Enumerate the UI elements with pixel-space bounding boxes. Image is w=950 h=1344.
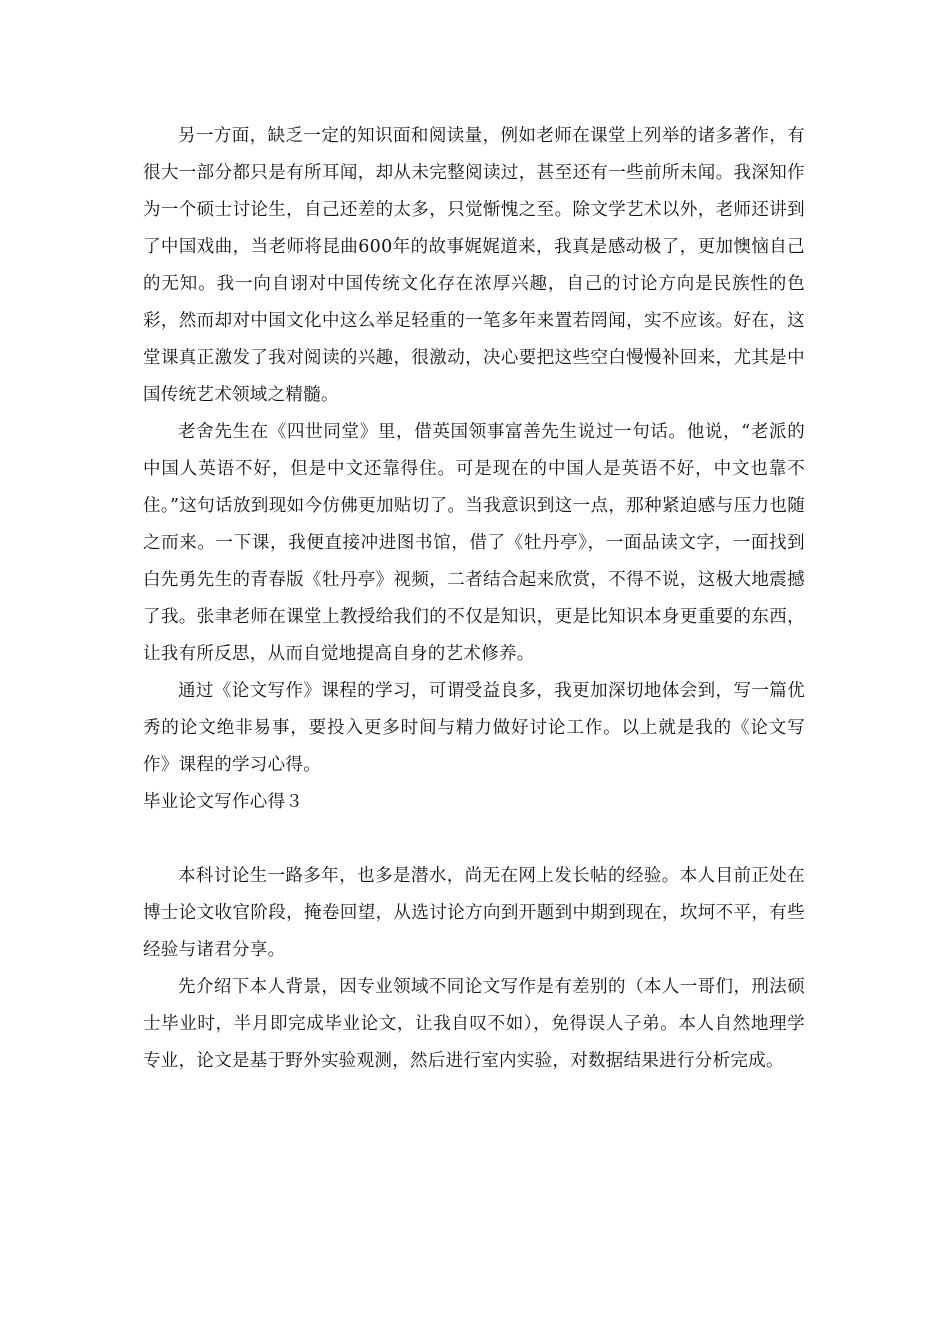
paragraph-reading-gap: 另一方面，缺乏一定的知识面和阅读量，例如老师在课堂上列举的诸多著作，有很大一部分都只是有所耳闻，却从未完整阅读过，甚至还有一些前所未闻。我深知作为一个硕士讨论生，自己还差的太多，只觉惭愧之至。除文学艺术以外，老师还讲到了中国戏曲，当老师将昆曲600年的故事娓娓道来，我真是感动极了，更加懊恼自己的无知。我一向自诩对中国传统文化存在浓厚兴趣，自己的讨论方向是民族性的色彩，然而却对中国文化中这么举足轻重的一笔多年来置若罔闻，实不应该。好在，这堂课真正激发了我对阅读的兴趣，很激动，决心要把这些空白慢慢补回来，尤其是中国传统艺术领域之精髓。 xyxy=(143,126,805,405)
paragraph-course-summary: 通过《论文写作》课程的学习，可谓受益良多，我更加深切地体会到，写一篇优秀的论文绝非易事，要投入更多时间与精力做好讨论工作。以上就是我的《论文写作》课程的学习心得。 xyxy=(143,681,805,775)
document-body xyxy=(143,118,805,1080)
blank-line xyxy=(143,821,805,858)
paragraph-laoshe-quote: 老舍先生在《四世同堂》里，借英国领事富善先生说过一句话。他说，“老派的中国人英语不好，但是中文还靠得住。可是现在的中国人是英语不好，中文也靠不住。”这句话放到现如今仿佛更加贴切了。当我意识到这一点，那种紧迫感与压力也随之而来。一下课，我便直接冲进图书馆，借了《牡丹亭》，一面品读文字，一面找到白先勇先生的青春版《牡丹亭》视频，二者结合起来欣赏，不得不说，这极大地震撼了我。张聿老师在课堂上教授给我们的不仅是知识，更是比知识本身更重要的东西，让我有所反思，从而自觉地提高自身的艺术修养。 xyxy=(143,422,805,664)
section-heading: 毕业论文写作心得３ xyxy=(143,792,304,812)
paragraph-author-background: 先介绍下本人背景，因专业领域不同论文写作是有差别的（本人一哥们，刑法硕士毕业时，半月即完成毕业论文，让我自叹不如），免得误人子弟。本人自然地理学专业，论文是基于野外实验观测，然后进行室内实验，对数据结果进行分析完成。 xyxy=(143,977,805,1071)
paragraph-phd-experience: 本科讨论生一路多年，也多是潜水，尚无在网上发长帖的经验。本人目前正处在博士论文收官阶段，掩卷回望，从选讨论方向到开题到中期到现在，坎坷不平，有些经验与诸君分享。 xyxy=(143,866,805,960)
